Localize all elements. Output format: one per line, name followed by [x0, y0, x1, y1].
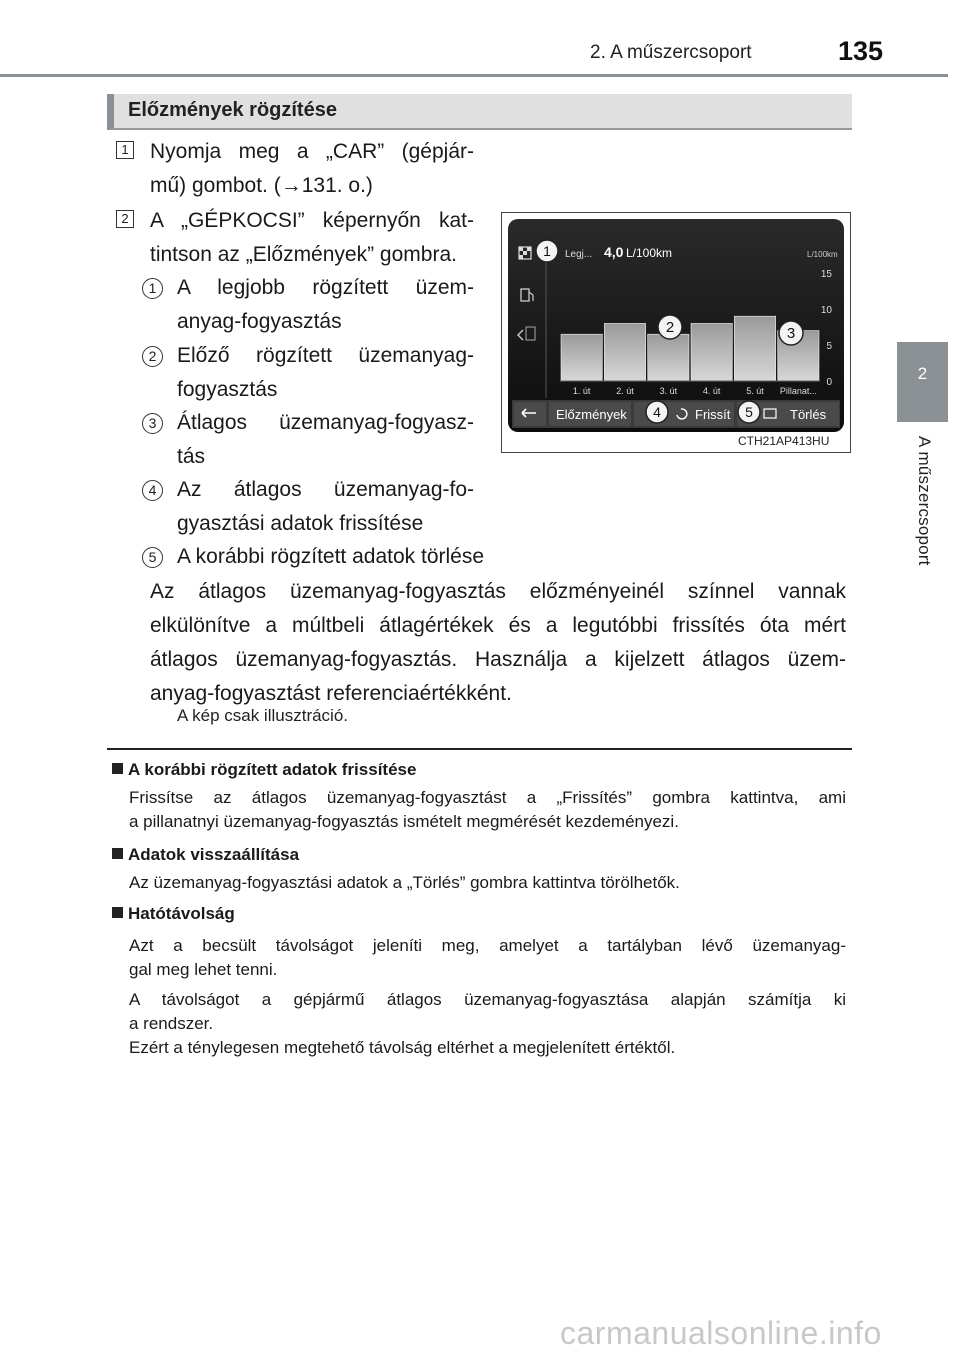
step-2-line-2: tintson az „Előzmények” gombra.	[150, 243, 457, 266]
y-tick-label: 10	[820, 305, 832, 316]
bar-4	[691, 323, 732, 381]
return-button[interactable]	[514, 402, 546, 426]
note-heading-text: A korábbi rögzített adatok frissítése	[128, 760, 417, 779]
item-5-line-1: A korábbi rögzített adatok törlése	[177, 545, 485, 568]
item-3-line-1: Átlagos üzemanyag-fogyasz-	[177, 411, 474, 434]
svg-text:4: 4	[653, 404, 661, 420]
bullet-square-icon	[112, 907, 123, 918]
x-tick-label: 1. út	[572, 386, 591, 396]
item-number: 3	[142, 413, 163, 434]
note-heading-reset	[112, 845, 299, 865]
description-line-3: átlagos üzemanyag-fogyasztás. Használja a kijelzett átlagos üzem-	[150, 648, 846, 671]
note-text: A távolságot a gépjármű átlagos üzemanyag-fogyasztása alapján számítja ki	[129, 990, 846, 1009]
item-2-line-2: fogyasztás	[177, 378, 278, 401]
callout-1	[536, 240, 558, 262]
header-rule	[0, 74, 948, 77]
bullet-square-icon	[112, 763, 123, 774]
y-tick-label: 15	[820, 269, 832, 280]
svg-text:5: 5	[745, 404, 753, 420]
unit-right: L/100km	[807, 250, 838, 259]
item-number: 4	[142, 480, 163, 501]
x-tick-label: Pillanat...	[779, 386, 817, 396]
history-screen	[502, 213, 850, 452]
refresh-button-label: Frissít	[695, 407, 731, 422]
delete-button-label: Törlés	[790, 407, 827, 422]
step-number: 2	[116, 210, 134, 228]
screen-illustration	[501, 212, 851, 453]
note-heading-range	[112, 904, 235, 924]
description-line-1: Az átlagos üzemanyag-fogyasztás előzményeinél színnel vannak	[150, 580, 846, 603]
item-2-line-1: Előző rögzített üzemanyag-	[177, 344, 474, 367]
chapter-tab: 2	[897, 342, 948, 422]
item-number: 2	[142, 346, 163, 367]
step-1-line-2: mű) gombot. (→131. o.)	[150, 174, 373, 197]
item-3-line-2: tás	[177, 445, 206, 468]
watermark: carmanualsonline.info	[560, 1315, 882, 1351]
callout-4	[646, 401, 668, 423]
note-heading-text: Adatok visszaállítása	[128, 845, 300, 864]
bar-5	[734, 316, 775, 381]
item-1-line-2: anyag-fogyasztás	[177, 310, 342, 333]
item-number: 5	[142, 547, 163, 568]
x-tick-label: 2. út	[616, 386, 634, 396]
callout-5	[738, 401, 760, 423]
item-4-line-1: Az átlagos üzemanyag-fo-	[177, 478, 474, 501]
chapter-label: A műszercsoport	[915, 436, 934, 566]
note-text: gal meg lehet tenni.	[129, 960, 278, 979]
note-text: Frissítse az átlagos üzemanyag-fogyasztást a „Frissítés” gombra kattintva, ami	[129, 788, 846, 807]
callout-3	[779, 321, 803, 345]
x-tick-label: 3. út	[659, 386, 678, 396]
item-number: 1	[142, 278, 163, 299]
svg-text:2: 2	[665, 319, 675, 336]
description-line-4: anyag-fogyasztást referenciaértékként.	[150, 682, 512, 705]
figure-code: CTH21AP413HU	[738, 434, 830, 448]
note-text: a pillanatnyi üzemanyag-fogyasztás ismételt megmérését kezdeményezi.	[129, 812, 679, 831]
section-title-bar	[107, 94, 852, 130]
item-4-line-2: gyasztási adatok frissítése	[177, 512, 424, 535]
best-value: 4,0	[604, 244, 624, 260]
step-2-line-1: A „GÉPKOCSI” képernyőn kat-	[150, 209, 474, 232]
step-number: 1	[116, 141, 134, 159]
note-text: Azt a becsült távolságot jeleníti meg, amelyet a tartályban lévő üzemanyag-	[129, 936, 846, 955]
section-rule	[107, 748, 852, 750]
header-section-title: 2. A műszercsoport	[590, 42, 752, 63]
note-heading-text: Hatótávolság	[128, 904, 235, 923]
note-text: Ezért a ténylegesen megtehető távolság eltérhet a megjelenített értéktől.	[129, 1038, 676, 1057]
note-text: a rendszer.	[129, 1014, 214, 1033]
y-tick-label: 0	[826, 377, 832, 388]
bar-3	[648, 334, 689, 381]
x-tick-label: 5. út	[746, 386, 764, 396]
item-1-line-1: A legjobb rögzített üzem-	[177, 276, 474, 299]
page-number: 135	[838, 36, 884, 66]
best-unit: L/100km	[626, 246, 673, 260]
y-tick-label: 5	[826, 341, 832, 352]
history-button-label: Előzmények	[556, 407, 627, 422]
note-heading-refresh	[112, 760, 416, 780]
best-label: Legj...	[565, 249, 593, 260]
illustration-caption: A kép csak illusztráció.	[177, 706, 349, 725]
svg-text:1: 1	[543, 243, 551, 259]
bar-1	[561, 334, 602, 381]
bar-2	[604, 323, 645, 381]
x-tick-label: 4. út	[702, 386, 721, 396]
bullet-square-icon	[112, 848, 123, 859]
section-title: Előzmények rögzítése	[128, 99, 337, 121]
note-text: Az üzemanyag-fogyasztási adatok a „Törlés” gombra kattintva törölhetők.	[129, 873, 680, 892]
callout-2	[658, 315, 682, 339]
step-1-line-1: Nyomja meg a „CAR” (gépjár-	[150, 140, 474, 163]
description-line-2: elkülönítve a múltbeli átlagértékek és a legutóbbi frissítés óta mért	[150, 614, 846, 637]
svg-text:3: 3	[786, 325, 796, 342]
history-button[interactable]	[549, 402, 631, 426]
